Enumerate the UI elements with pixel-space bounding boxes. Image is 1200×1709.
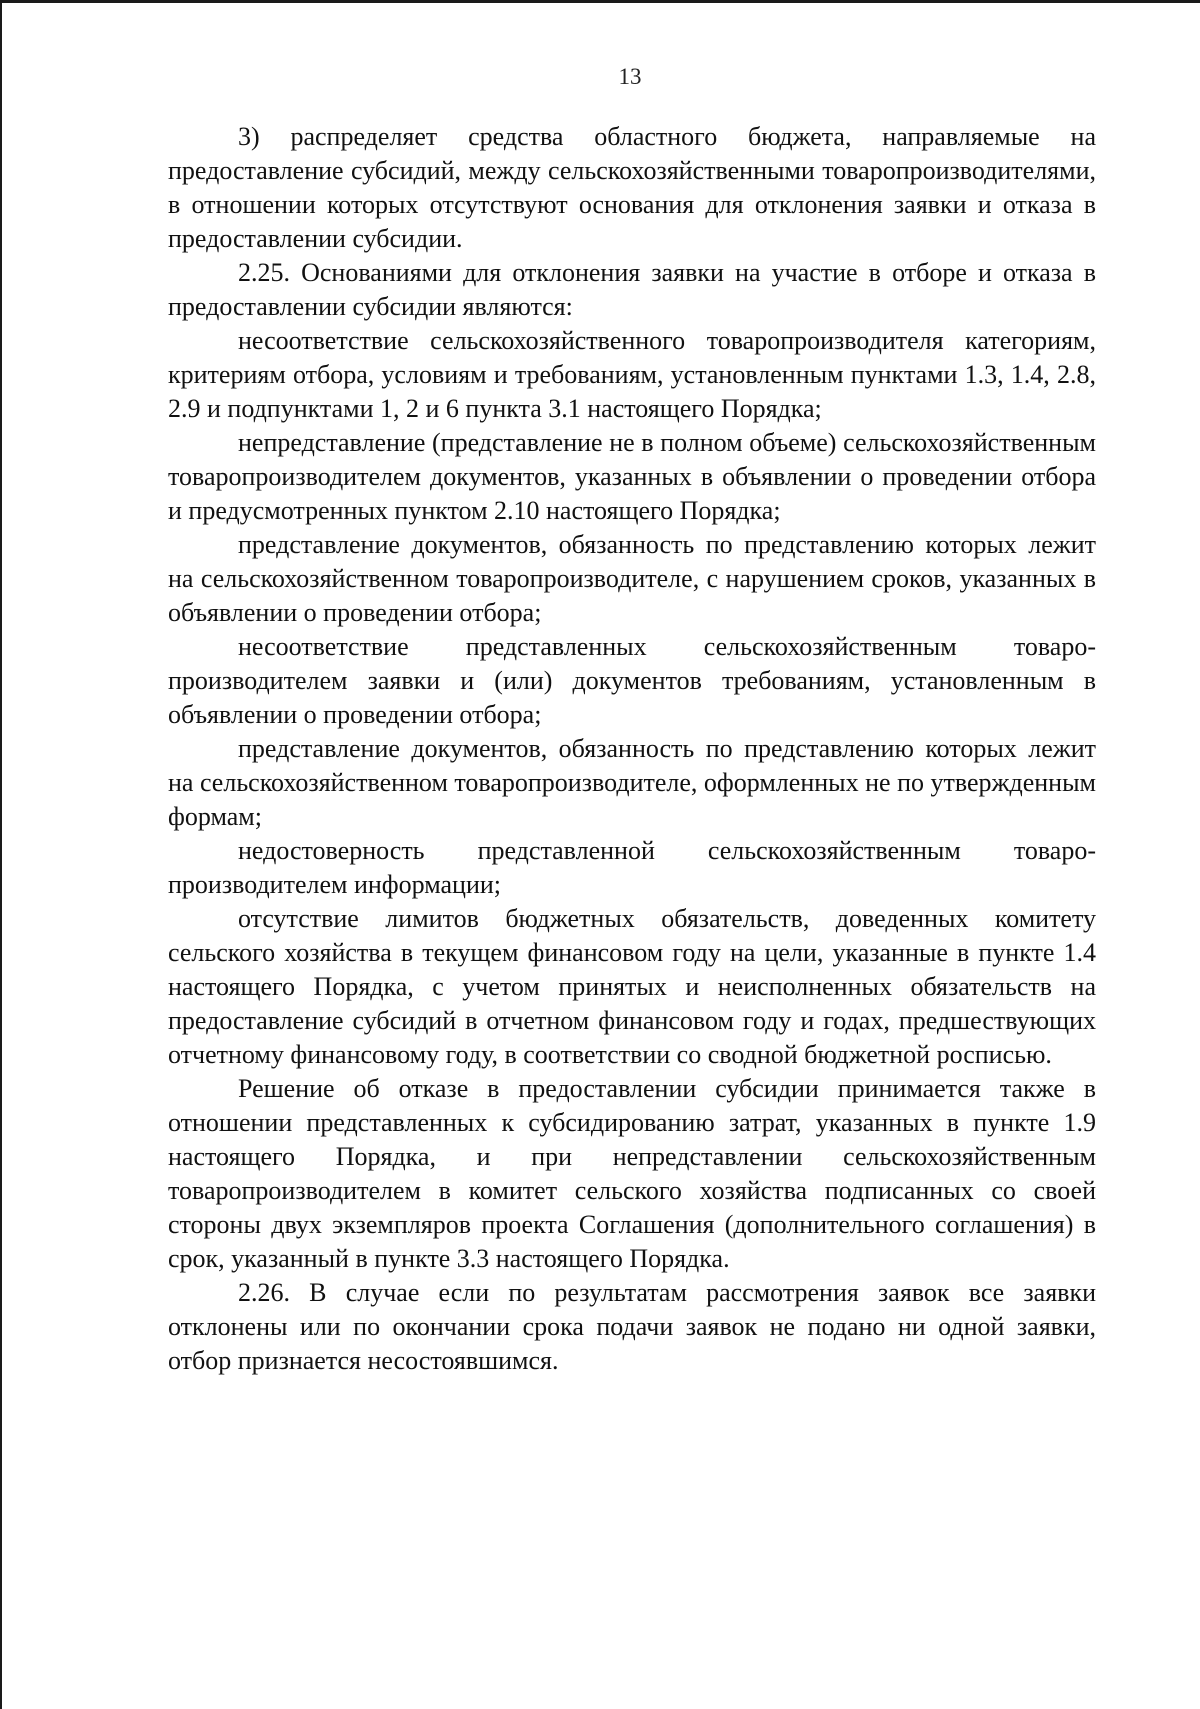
paragraph-2-25: 2.25. Основаниями для отклонения заявки на участие в отборе и отказа в предоставлении субсидии являются: bbox=[168, 258, 1096, 321]
scan-border-top bbox=[0, 0, 1200, 3]
paragraph-criteria-mismatch: несоответствие сельскохозяйственного товаропроизводителя категориям, критериям отбора, условиям и требованиям, установленным пунктами 1.3, 1.4, 2.8, 2.9 и подпунктами 1, 2 и 6 пункта 3.1 настоящего Порядка; bbox=[168, 326, 1096, 423]
paragraph-requirements-mismatch: несоответствие представленных сельскохозяйственным товаропроизводителем заявки и (или) документов требованиям, установленным в объявлении о проведении отбора; bbox=[168, 632, 1096, 729]
paragraph-item-3: 3) распределяет средства областного бюджета, направляемые на предоставление субсидий, между сельскохозяйственными товаропроизводителями, в отношении которых отсутствуют основания для отклонения заявки и отказа в предоставлении субсидии. bbox=[168, 122, 1096, 253]
page-number: 13 bbox=[618, 64, 642, 89]
document-body bbox=[168, 120, 1096, 1378]
paragraph-refusal-decision: Решение об отказе в предоставлении субсидии принимается также в отношении представленных к субсидированию затрат, указанных в пункте 1.9 настоящего Порядка, и при непредставлении сельскохозяйственным товаропроизводителем в комитет сельского хозяйства подписанных со своей стороны двух экземпляров проекта Соглашения (дополнительного соглашения) в срок, указанный в пункте 3.3 настоящего Порядка. bbox=[168, 1074, 1096, 1273]
paragraph-wrong-forms: представление документов, обязанность по представлению которых лежит на сельскохозяйственном товаропроизводителе, оформленных не по утвержденным формам; bbox=[168, 734, 1096, 831]
paragraph-2-26: 2.26. В случае если по результатам рассмотрения заявок все заявки отклонены или по окончании срока подачи заявок не подано ни одной заявки, отбор признается несостоявшимся. bbox=[168, 1278, 1096, 1375]
scan-border-left bbox=[0, 0, 2, 1709]
paragraph-budget-limits: отсутствие лимитов бюджетных обязательств, доведенных комитету сельского хозяйства в текущем финансовом году на цели, указанные в пункте 1.4 настоящего Порядка, с учетом принятых и неисполненных обязательств на предоставление субсидий в отчетном финансовом году и годах, предшествующих отчетному финансовому году, в соответствии со сводной бюджетной росписью. bbox=[168, 904, 1096, 1069]
paragraph-missing-documents: непредставление (представление не в полном объеме) сельскохозяйственным товаропроизводителем документов, указанных в объявлении о проведении отбора и предусмотренных пунктом 2.10 настоящего Порядка; bbox=[168, 428, 1096, 525]
paragraph-late-documents: представление документов, обязанность по представлению которых лежит на сельскохозяйственном товаропроизводителе, с нарушением сроков, указанных в объявлении о проведении отбора; bbox=[168, 530, 1096, 627]
paragraph-false-information: недостоверность представленной сельскохозяйственным товаропроизводителем информации; bbox=[168, 836, 1096, 899]
